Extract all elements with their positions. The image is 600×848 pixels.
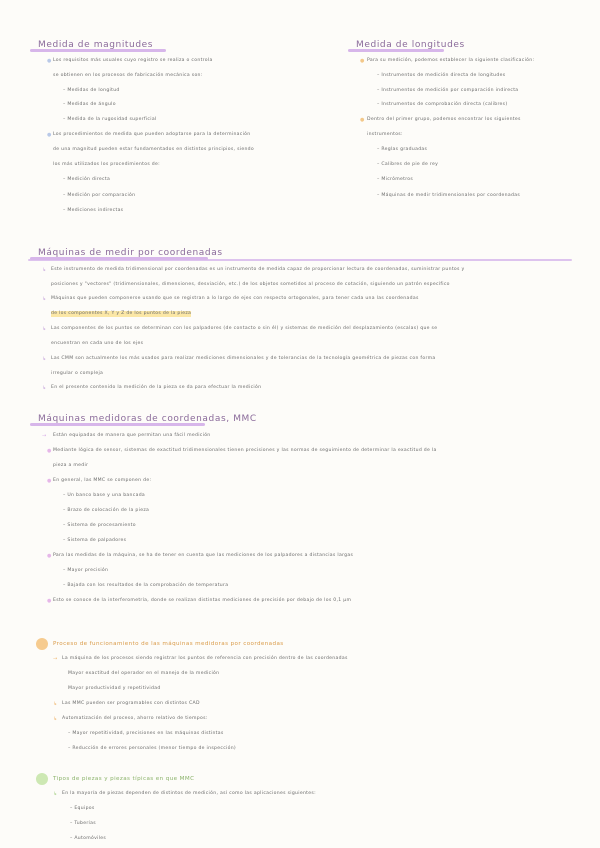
text-line: se obtienen en los procesos de fabricación mecánica son: [53, 73, 203, 78]
text-line: – Brazo de colocación de la pieza [63, 508, 150, 513]
bullet: ● [47, 598, 52, 604]
bullet: → [42, 433, 47, 439]
text-line: – Reducción de errores personales (menor tiempo de inspección) [68, 746, 237, 751]
bullet: ● [47, 553, 52, 559]
bullet: ↳ [42, 267, 47, 273]
section-title-maquinas-coordenadas: Máquinas de medir por coordenadas [38, 248, 223, 258]
text-line: – Reglas graduadas [377, 147, 428, 152]
text-line: posiciones y "vectores" (tridimensionales, dimensiones, desviación, etc.) de los objetos sometidos al proceso de cotación, siguiendo un patrón específico [51, 282, 450, 287]
text-line: – Calibres de pie de rey [377, 162, 439, 167]
text-line: Están equipadas de manera que permitan una fácil medición [53, 433, 211, 438]
text-line: instrumentos: [367, 132, 403, 137]
section-title-medida-longitudes: Medida de longitudes [356, 40, 465, 50]
text-line: Esto se conoce de la interferometría, donde se realizan distintas mediciones de precisión por debajo de los 0,1 µm [53, 598, 352, 603]
text-line: – Instrumentos de medición directa de longitudes [377, 73, 506, 78]
text-line: Las MMC pueden ser programables con distintos CAD [62, 701, 200, 706]
text-line: – Automóviles [70, 836, 107, 841]
text-line: – Sistema de palpadores [63, 538, 127, 543]
text-line: – Instrumentos de medición por comparación indirecta [377, 88, 519, 93]
text-line: pieza a medir [53, 463, 89, 468]
text-line: – Medición directa [63, 177, 111, 182]
text-line: – Sistema de procesamiento [63, 523, 136, 528]
text-line: Las componentes de los puntos se determinan con los palpadores (de contacto o sin él) y sistemas de medición del desplazamiento (escalas) que se [51, 326, 438, 331]
text-line: de los componentes X, Y y Z de los puntos de la pieza [51, 311, 192, 316]
bullet: ↳ [53, 791, 58, 797]
text-line: Mediante lógica de sensor, sistemas de exactitud tridimensionales tienen precisiones y las normas de seguimiento de determinar la exactitud de la [53, 448, 437, 453]
text-line: – Un banco base y una bancada [63, 493, 146, 498]
text-line: los más utilizados los procedimientos de: [53, 162, 160, 167]
text-line: encuentran en cada uno de los ejes [51, 341, 144, 346]
text-line: Las CMM son actualmente los más usados para realizar mediciones dimensionales y de tolerancias de la tecnología geométrica de piezas con forma [51, 356, 436, 361]
text-line: La máquina de los procesos siendo registrar los puntos de referencia con precisión dentro de las coordenadas [62, 656, 348, 661]
text-line: – Medidas de ángulo [63, 102, 116, 107]
text-line: – Bajada con los resultados de la comprobación de temperatura [63, 583, 229, 588]
section-title-funcionamiento: Proceso de funcionamiento de las máquinas medidoras por coordenadas [53, 641, 284, 647]
text-line: irregular o compleja [51, 371, 104, 376]
bullet: ● [47, 132, 52, 138]
text-line: – Máquinas de medir tridimensionales por coordenadas [377, 193, 521, 198]
bullet: ↳ [53, 701, 58, 707]
text-line: Para las medidas de la máquina, se ha de tener en cuenta que las mediciones de los palpadores a distancias largas [53, 553, 354, 558]
text-line: de una magnitud pueden estar fundamentados en distintos principios, siendo [53, 147, 254, 152]
text-line: En general, las MMC se componen de: [53, 478, 152, 483]
bullet: ↳ [53, 716, 58, 722]
bullet: ↳ [42, 326, 47, 332]
orange-dot-icon [36, 638, 48, 650]
text-line: – Mediciones indirectas [63, 208, 124, 213]
text-line: – Mayor precisión [63, 568, 109, 573]
section-title-mmc: Máquinas medidoras de coordenadas, MMC [38, 414, 257, 424]
text-line: En la mayoría de piezas dependen de distintos de medición, así como las aplicaciones siguientes: [62, 791, 316, 796]
bullet: → [53, 656, 58, 662]
text-line: – Equipos [70, 806, 95, 811]
bullet: ● [47, 58, 52, 64]
bullet: ↳ [42, 385, 47, 391]
bullet: ● [360, 117, 365, 123]
section-title-medida-magnitudes: Medida de magnitudes [38, 40, 154, 50]
bullet: ↳ [42, 356, 47, 362]
text-line: Los requisitos más usuales cuyo registro se realiza o controla [53, 58, 213, 63]
text-line: – Medición por comparación [63, 193, 136, 198]
text-line: – Medidas de longitud [63, 88, 120, 93]
section-title-tipos-piezas: Tipos de piezas y piezas típicas en que MMC [53, 776, 195, 782]
bullet: ● [360, 58, 365, 64]
bullet: ↳ [42, 296, 47, 302]
text-line: En el presente contenido la medición de la pieza se da para efectuar la medición [51, 385, 262, 390]
green-dot-icon [36, 773, 48, 785]
text-line: Para su medición, podemos establecer la siguiente clasificación: [367, 58, 535, 63]
text-line: Automatización del proceso, ahorro relativo de tiempos: [62, 716, 208, 721]
text-line: – Micrómetros [377, 177, 414, 182]
text-line: – Mayor repetitividad, precisiones en las máquinas distintas [68, 731, 224, 736]
bullet: ● [47, 448, 52, 454]
text-line: Los procedimientos de medida que pueden adoptarse para la determinación [53, 132, 251, 137]
text-line: Dentro del primer grupo, podemos encontrar los siguientes [367, 117, 521, 122]
text-line: – Instrumentos de comprobación directa (calibres) [377, 102, 508, 107]
bullet: ● [47, 478, 52, 484]
text-line: Máquinas que pueden componerse usando que se registran a lo largo de ejes con respecto ortogonales, para tener cada una las coordenadas [51, 296, 419, 301]
text-line: – Medida de la rugosidad superficial [63, 117, 157, 122]
text-line: Mayor exactitud del operador en el manejo de la medición [68, 671, 220, 676]
text-line: Mayor productividad y repetitividad [68, 686, 161, 691]
text-line: – Tuberías [70, 821, 96, 826]
text-line: Este instrumento de medida tridimensional por coordenadas es un instrumento de medida capaz de proporcionar lectura de coordenadas, suministrar puntos y [51, 267, 465, 272]
